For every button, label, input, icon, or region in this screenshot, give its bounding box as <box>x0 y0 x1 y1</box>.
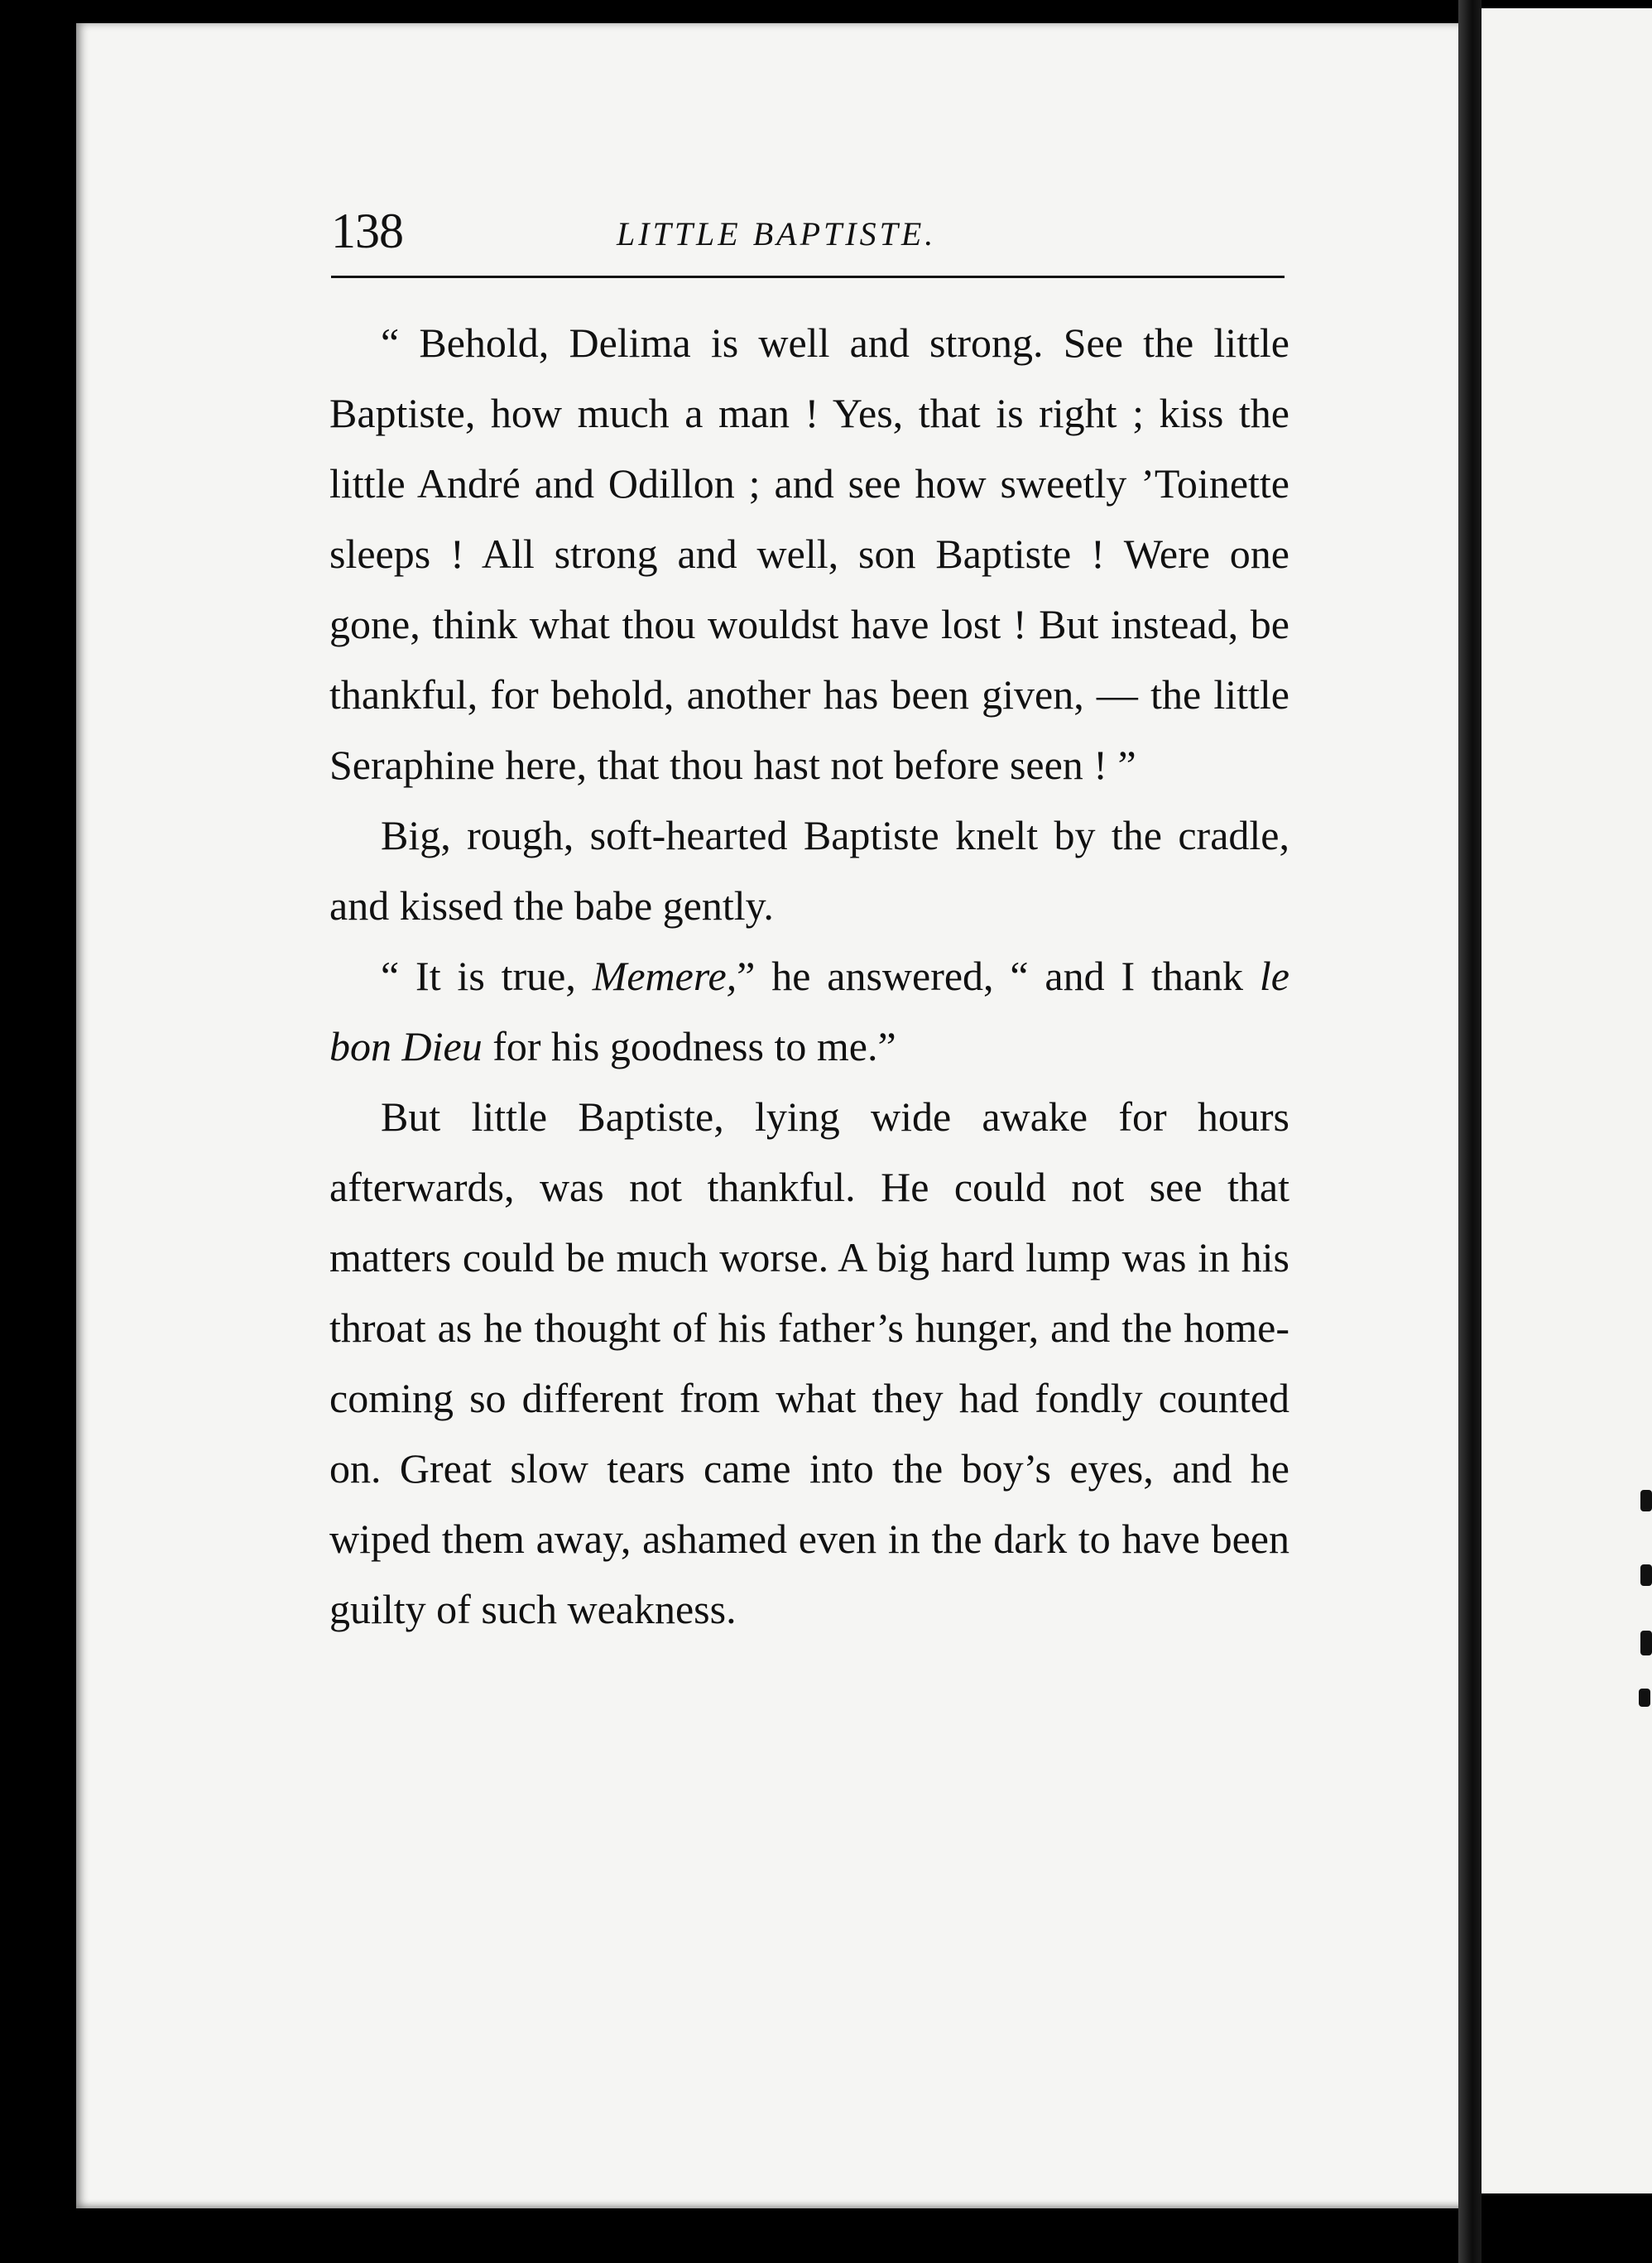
text-run: for his goodness to me.” <box>482 1023 896 1069</box>
facing-page-bleed-mark <box>1640 1564 1652 1586</box>
paragraph <box>329 800 1289 941</box>
facing-page-bleed-mark <box>1640 1490 1652 1511</box>
text-run: “ It is true, <box>381 953 593 999</box>
text-run: But little Baptiste, lying wide awake for hours afterwards, was not thankful. He could not see that matters could be much worse. A big hard lump was in his throat as he thought of his father’s hunger, and the home-coming so different from what they had fondly counted on. Great slow tears came into the boy’s eyes, and he wiped them away, ashamed even in the dark to have been guilty of such weakness. <box>329 1093 1289 1632</box>
facing-page-bleed-mark <box>1639 1689 1650 1707</box>
page-header <box>331 203 1291 261</box>
paragraph <box>329 308 1289 800</box>
facing-page-bleed-mark <box>1640 1631 1652 1655</box>
page-number: 138 <box>331 204 403 258</box>
paragraph <box>329 941 1289 1082</box>
italic-text: le bon Dieu <box>329 953 1289 1069</box>
text-run: “ Behold, Delima is well and strong. See the little Baptiste, how much a man ! Yes, that is right ; kiss the little André and Odillon ; and see how sweetly ’Toinette sleeps ! All strong and well, son Baptiste ! Were one gone, think what thou wouldst have lost ! But instead, be thankful, for behold, another has been given, — the little Seraphine here, that thou hast not before seen ! ” <box>329 320 1289 788</box>
text-run: ” he answered, “ and I thank <box>737 953 1260 999</box>
book-gutter <box>1458 0 1482 2263</box>
text-run: Big, rough, soft-hearted Baptiste knelt by the cradle, and kissed the babe gently. <box>329 812 1289 929</box>
running-head: LITTLE BAPTISTE. <box>617 215 937 252</box>
italic-text: Memere, <box>592 953 737 999</box>
header-rule <box>331 276 1285 278</box>
paragraph <box>329 1082 1289 1645</box>
body-text <box>329 308 1289 1645</box>
facing-page <box>1482 8 1652 2193</box>
